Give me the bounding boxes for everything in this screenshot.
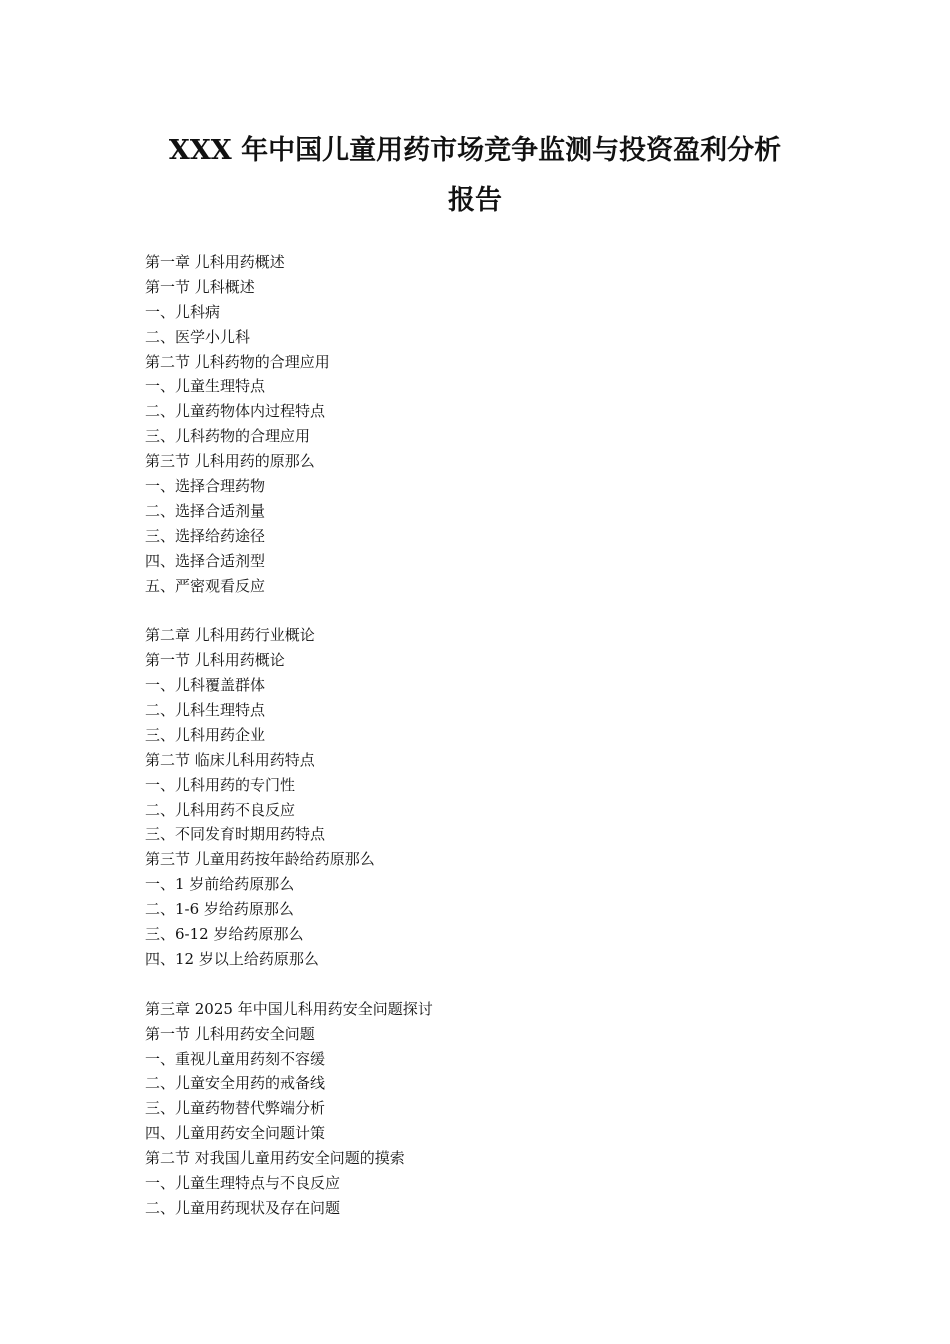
chapter-heading: 第三章 2025 年中国儿科用药安全问题探讨 <box>145 999 433 1018</box>
report-title <box>100 126 850 226</box>
toc-item: 一、儿童生理特点与不良反应 <box>145 1173 341 1192</box>
toc-item: 三、选择给药途径 <box>145 526 266 545</box>
section-heading: 第二节 临床儿科用药特点 <box>145 750 315 769</box>
toc-item: 一、儿科覆盖群体 <box>145 676 266 695</box>
toc-item: 五、严密观看反应 <box>145 576 266 595</box>
section-heading: 第一节 儿科概述 <box>145 277 255 296</box>
report-title-line-1: XXX 年中国儿童用药市场竞争监测与投资盈利分析 <box>168 135 782 166</box>
toc-item: 二、儿科用药不良反应 <box>145 800 296 819</box>
toc-item: 二、儿童安全用药的戒备线 <box>145 1074 326 1093</box>
toc-item: 二、1-6 岁给药原那么 <box>145 900 294 919</box>
section-heading: 第二节 对我国儿童用药安全问题的摸索 <box>145 1149 405 1168</box>
section-heading: 第一节 儿科用药安全问题 <box>145 1024 315 1043</box>
chapter-spacer <box>145 972 825 997</box>
toc-item: 三、儿科药物的合理应用 <box>145 427 311 446</box>
toc-item: 二、选择合适剂量 <box>145 501 266 520</box>
toc-item: 四、儿童用药安全问题计策 <box>145 1124 326 1143</box>
toc-item: 三、儿童药物替代弊端分析 <box>145 1099 326 1118</box>
toc-item: 二、儿童用药现状及存在问题 <box>145 1198 341 1217</box>
toc-item: 三、儿科用药企业 <box>145 725 266 744</box>
toc-item: 二、儿童药物体内过程特点 <box>145 402 326 421</box>
toc-item: 一、儿童生理特点 <box>145 377 266 396</box>
toc-item: 三、不同发育时期用药特点 <box>145 825 326 844</box>
toc-item: 四、选择合适剂型 <box>145 551 266 570</box>
chapter-heading: 第一章 儿科用药概述 <box>145 253 285 271</box>
toc-item: 三、6-12 岁给药原那么 <box>145 925 304 944</box>
table-of-contents <box>145 250 825 1221</box>
toc-item: 四、12 岁以上给药原那么 <box>145 949 319 968</box>
toc-item: 一、儿科用药的专门性 <box>145 775 296 794</box>
toc-item: 一、重视儿童用药刻不容缓 <box>145 1049 326 1068</box>
chapter-heading: 第二章 儿科用药行业概论 <box>145 626 315 645</box>
toc-item: 一、1 岁前给药原那么 <box>145 875 295 894</box>
report-title-line-2: 报告 <box>448 185 502 216</box>
section-heading: 第二节 儿科药物的合理应用 <box>145 352 330 371</box>
section-heading: 第一节 儿科用药概论 <box>145 651 285 670</box>
toc-item: 一、儿科病 <box>145 302 221 321</box>
toc-item: 二、儿科生理特点 <box>145 701 266 720</box>
section-heading: 第三节 儿童用药按年龄给药原那么 <box>145 850 375 869</box>
toc-item: 二、医学小儿科 <box>145 327 251 346</box>
toc-item: 一、选择合理药物 <box>145 477 266 496</box>
section-heading: 第三节 儿科用药的原那么 <box>145 452 315 471</box>
chapter-spacer <box>145 598 825 623</box>
